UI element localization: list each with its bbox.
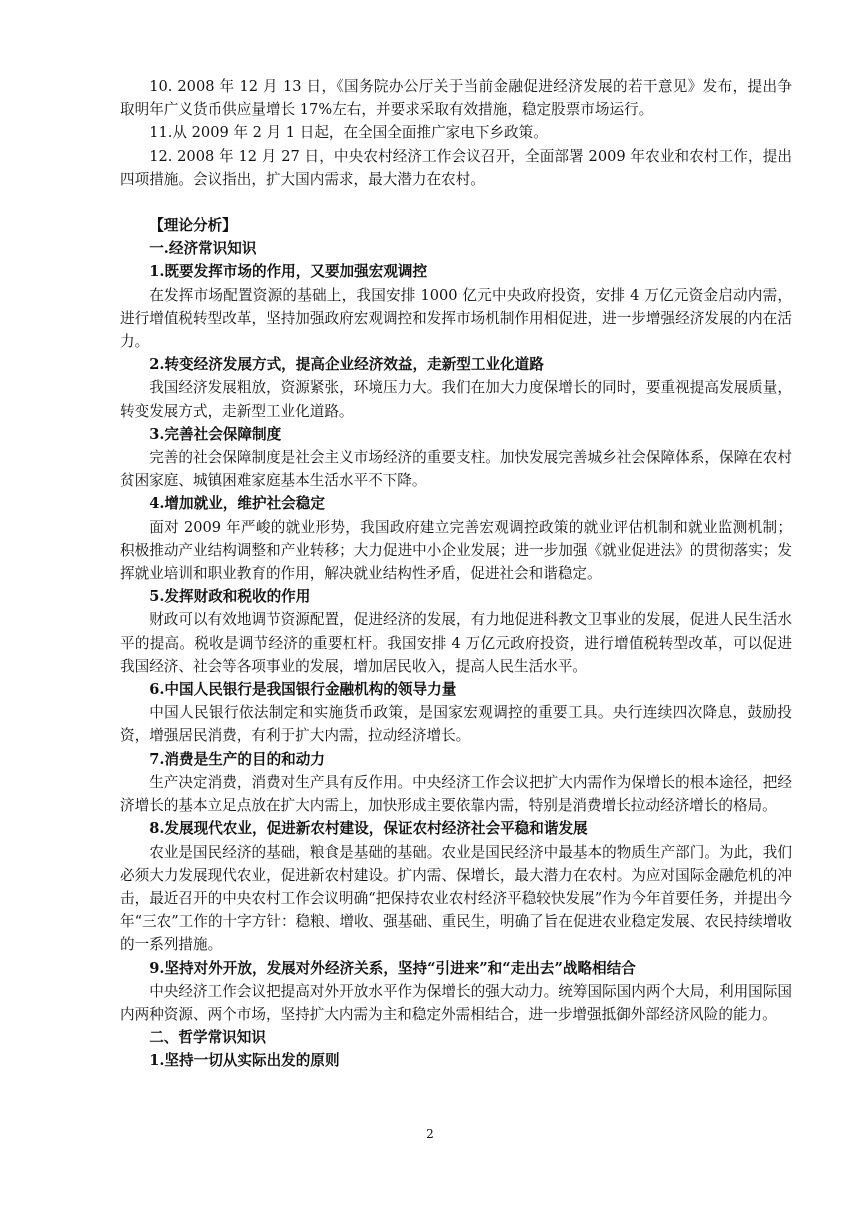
page-content: [120, 75, 792, 1073]
philosophy-section-title: 二、哲学常识知识: [149, 1029, 266, 1047]
econ-point-6-body: 中国人民银行依法制定和实施货币政策，是国家宏观调控的重要工具。央行连续四次降息，鼓励投资，增强居民消费，有利于扩大内需，拉动经济增长。: [120, 704, 792, 745]
econ-point-4-heading: 4.增加就业，维护社会稳定: [149, 495, 325, 513]
econ-point-9-heading: 9.坚持对外开放，发展对外经济关系，坚持“引进来”和“走出去”战略相结合: [149, 959, 636, 977]
news-item-10: 10. 2008 年 12 月 13 日，《国务院办公厅关于当前金融促进经济发展的若干意见》发布，提出争取明年广义货币供应量增长 17%左右，并要求采取有效措施，稳定股票市场运行。: [120, 78, 792, 119]
econ-point-5-heading: 5.发挥财政和税收的作用: [149, 588, 311, 606]
econ-point-2-body: 我国经济发展粗放，资源紧张，环境压力大。我们在加大力度保增长的同时，要重视提高发展质量，转变发展方式，走新型工业化道路。: [120, 379, 792, 420]
phil-point-1-heading: 1.坚持一切从实际出发的原则: [149, 1052, 340, 1070]
news-item-11: 11.从 2009 年 2 月 1 日起，在全国全面推广家电下乡政策。: [149, 124, 548, 142]
econ-point-1-heading: 1.既要发挥市场的作用，又要加强宏观调控: [149, 263, 428, 281]
econ-point-2-heading: 2.转变经济发展方式，提高企业经济效益，走新型工业化道路: [149, 356, 544, 374]
econ-point-7-body: 生产决定消费，消费对生产具有反作用。中央经济工作会议把扩大内需作为保增长的根本途径，把经济增长的基本立足点放在扩大内需上，加快形成主要依靠内需，特别是消费增长拉动经济增长的格局。: [120, 773, 792, 815]
econ-point-3-body: 完善的社会保障制度是社会主义市场经济的重要支柱。加快发展完善城乡社会保障体系，保障在农村贫困家庭、城镇困难家庭基本生活水平不下降。: [120, 449, 792, 490]
econ-point-8-heading: 8.发展现代农业，促进新农村建设，保证农村经济社会平稳和谐发展: [149, 820, 588, 838]
econ-point-5-body: 财政可以有效地调节资源配置，促进经济的发展，有力地促进科教文卫事业的发展，促进人民生活水平的提高。税收是调节经济的重要杠杆。我国安排 4 万亿元政府投资，进行增值税转型改革，可以促进我国经济、社会等各项事业的发展，增加居民收入，提高人民生活水平。: [120, 611, 792, 675]
economics-section-title: 一.经济常识知识: [149, 240, 257, 258]
econ-point-9-body: 中央经济工作会议把提高对外开放水平作为保增长的强大动力。统筹国际国内两个大局，利用国际国内两种资源、两个市场，坚持扩大内需为主和稳定外需相结合，进一步增强抵御外部经济风险的能力。: [120, 982, 792, 1023]
econ-point-8-body: 农业是国民经济的基础，粮食是基础的基础。农业是国民经济中最基本的物质生产部门。为此，我们必须大力发展现代农业，促进新农村建设。扩内需、保增长，最大潜力在农村。为应对国际金融危机的冲击，最近召开的中央农村工作会议明确“把保持农业农村经济平稳较快发展”作为今年首要任务，并提出今年“三农”工作的十字方针：稳粮、增收、强基础、重民生，明确了旨在促进农业稳定发展、农民持续增收的一系列措施。: [120, 843, 792, 954]
econ-point-4-body: 面对 2009 年严峻的就业形势，我国政府建立完善宏观调控政策的就业评估机制和就业监测机制；积极推动产业结构调整和产业转移；大力促进中小企业发展；进一步加强《就业促进法》的贯彻落实；发挥就业培训和职业教育的作用，解决就业结构性矛盾，促进社会和谐稳定。: [120, 518, 792, 583]
econ-point-3-heading: 3.完善社会保障制度: [149, 425, 282, 443]
blank-line: [120, 191, 792, 214]
news-item-12: 12. 2008 年 12 月 27 日，中央农村经济工作会议召开，全面部署 2009 年农业和农村工作，提出四项措施。会议指出，扩大国内需求，最大潜力在农村。: [120, 147, 792, 188]
econ-point-6-heading: 6.中国人民银行是我国银行金融机构的领导力量: [149, 681, 457, 699]
analysis-section-title: 【理论分析】: [149, 217, 237, 235]
econ-point-7-heading: 7.消费是生产的目的和动力: [149, 750, 325, 768]
econ-point-1-body: 在发挥市场配置资源的基础上，我国安排 1000 亿元中央政府投资，安排 4 万亿元资金启动内需，进行增值税转型改革，坚持加强政府宏观调控和发挥市场机制作用相促进，进一步增强经济发展的内在活力。: [120, 286, 792, 351]
page-number: 2: [426, 1127, 434, 1141]
